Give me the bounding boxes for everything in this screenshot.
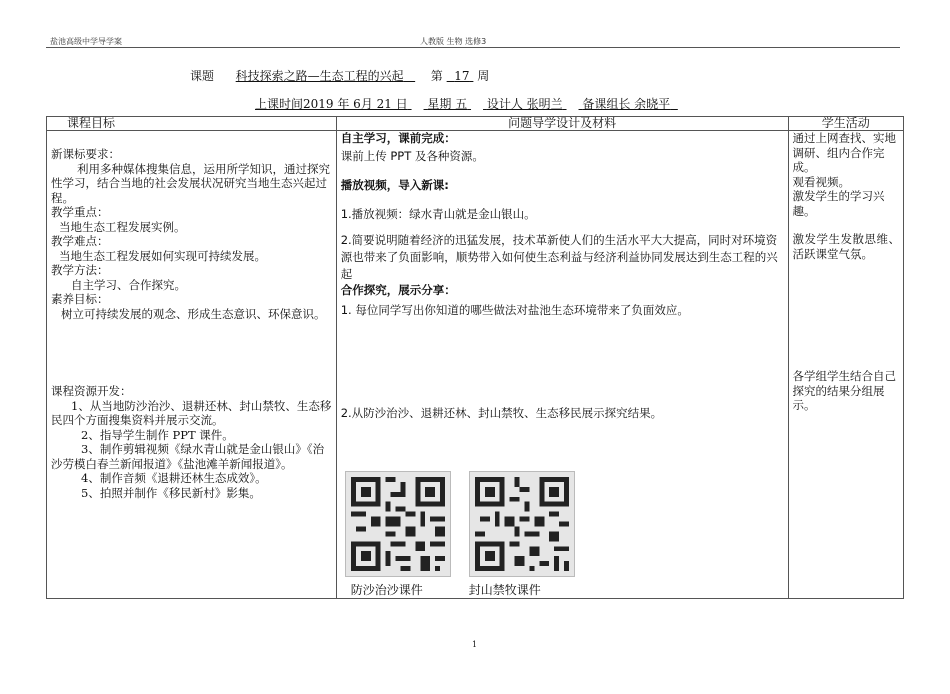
header-divider xyxy=(46,47,900,48)
activity-item: 各学组学生结合自己探究的结果分组展示。 xyxy=(792,369,896,412)
activity-item: 激发学生发散思维、活跃课堂气氛。 xyxy=(792,232,900,261)
activities-top-block xyxy=(793,131,901,261)
activity-item: 通过上网查找、实地调研、组内合作完成。 xyxy=(792,131,896,174)
method-text: 自主学习、合作探究。 xyxy=(71,277,186,292)
lesson-date: 2019 年 6月 21 日 xyxy=(303,97,408,111)
title-label: 课题 xyxy=(190,69,215,83)
resource-item: 2、指导学生制作 PPT 课件。 xyxy=(81,427,234,442)
qr-caption: 封山禁牧课件 xyxy=(468,583,541,597)
qr-code-image xyxy=(469,471,575,577)
week-prefix: 第 xyxy=(430,69,443,83)
key-text: 当地生态工程发展实例。 xyxy=(59,219,186,234)
difficulty-label: 教学难点： xyxy=(51,234,109,248)
resource-item: 3、制作剪辑视频《绿水青山就是金山银山》《治沙劳模白春兰新闻报道》《盐池滩羊新闻报道》。 xyxy=(51,442,325,471)
design-cell xyxy=(336,131,788,599)
activity-item: 观看视频。 xyxy=(792,174,850,189)
video-step-2: 2.简要说明随着经济的迅猛发展，技术革新使人们的生活水平大大提高，同时对环境资源也带来了负面影响，顺势带入如何使生态利益与经济利益协同发展达到生态工程的兴起 xyxy=(340,233,778,281)
standard-label: 新课标要求： xyxy=(51,147,120,161)
goals-cell xyxy=(47,131,337,599)
resource-item: 5、拍照并制作《移民新村》影集。 xyxy=(81,485,261,500)
cooperation-step-2: 2.从防沙治沙、退耕还林、封山禁牧、生态移民展示探究结果。 xyxy=(340,406,663,420)
standard-text: 利用多种媒体搜集信息，运用所学知识，通过探究性学习，结合当地的社会发展状况研究当地生态兴起过程。 xyxy=(51,161,330,205)
header-design: 问题导学设计及材料 xyxy=(336,117,788,131)
method-label: 教学方法： xyxy=(51,263,109,277)
lesson-weekday: 星期 五 xyxy=(427,97,468,111)
video-title: 播放视频，导入新课: xyxy=(340,178,449,192)
qr-code-image xyxy=(345,471,451,577)
header-edition: 人教版 生物 选修3 xyxy=(420,37,487,46)
week-number: 17 xyxy=(454,69,470,83)
lesson-plan-table xyxy=(46,116,904,599)
cooperation-title: 合作探究，展示分享： xyxy=(340,283,456,297)
video-step-1: 1.播放视频：绿水青山就是金山银山。 xyxy=(340,207,536,221)
header-school: 盐池高级中学导学案 xyxy=(50,37,122,46)
lesson-meta-line xyxy=(255,95,678,112)
goals-top-block xyxy=(51,147,333,321)
time-label: 上课时间 xyxy=(255,97,304,111)
header-activities: 学生活动 xyxy=(788,117,904,131)
activity-item: 激发学生的学习兴趣。 xyxy=(792,189,885,218)
literacy-text: 树立可持续发展的观念、形成生态意识、环保意识。 xyxy=(61,306,326,321)
lesson-topic: 科技探索之路—生态工程的兴起 xyxy=(235,69,404,83)
key-label: 教学重点： xyxy=(51,205,109,219)
group-leader: 备课组长 余晓平 xyxy=(582,97,671,111)
resources-block xyxy=(51,384,333,500)
qr-caption: 防沙治沙课件 xyxy=(350,583,423,597)
cooperation-step-1: 1. 每位同学写出你知道的哪些做法对盐池生态环境带来了负面效应。 xyxy=(340,303,689,317)
lesson-title-line xyxy=(190,67,489,84)
self-study-title: 自主学习，课前完成： xyxy=(340,131,456,145)
activities-cell xyxy=(788,131,904,599)
difficulty-text: 当地生态工程发展如何实现可持续发展。 xyxy=(59,248,266,263)
header-goals: 课程目标 xyxy=(47,117,337,131)
designer: 设计人 张明兰 xyxy=(486,97,563,111)
self-study-text: 课前上传 PPT 及各种资源。 xyxy=(340,149,484,163)
literacy-label: 素养目标： xyxy=(51,292,109,306)
resource-item: 4、制作音频《退耕还林生态成效》。 xyxy=(81,471,267,485)
table-body-row xyxy=(47,131,904,599)
design-block xyxy=(341,131,785,318)
resource-label: 课程资源开发： xyxy=(51,384,132,398)
page-number: 1 xyxy=(472,640,478,649)
week-suffix: 周 xyxy=(477,69,490,83)
resource-item: 1、从当地防沙治沙、退耕还林、封山禁牧、生态移民四个方面搜集资料并展示交流。 xyxy=(51,398,332,427)
table-header-row xyxy=(47,117,904,131)
